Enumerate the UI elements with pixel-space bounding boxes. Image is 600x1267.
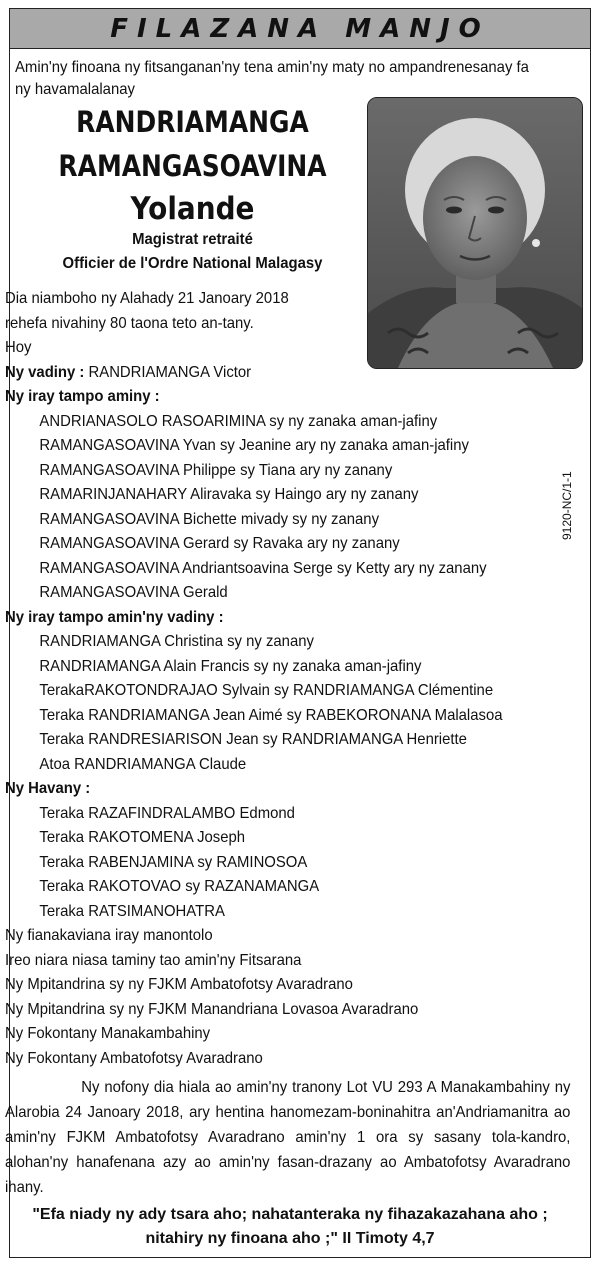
sibling-item: RAMANGASOAVINA Philippe sy Tiana ary ny zanany: [39, 461, 393, 479]
others-item: Ireo niara niasa taminy tao amin'ny Fitsarana: [5, 951, 302, 969]
notice-body: [5, 287, 575, 1071]
bible-quote-line2: nitahiry ny finoana aho ;" II Timoty 4,7: [145, 1230, 435, 1247]
notice-header: [10, 9, 590, 49]
sibling-item: RAMARINJANAHARY Aliravaka sy Haingo ary ny zanany: [39, 486, 419, 503]
relative-item: Teraka RAKOTOVAO sy RAZANAMANGA: [39, 878, 320, 895]
relative-item: Teraka RAKOTOMENA Joseph: [39, 829, 246, 846]
relative-item: Teraka RABENJAMINA sy RAMINOSOA: [39, 853, 308, 871]
deceased-name-line2: RAMANGASOAVINA: [58, 149, 327, 183]
spouse-line: [5, 361, 535, 386]
others-item: Ny Fokontany Ambatofotsy Avaradrano: [5, 1049, 263, 1067]
death-notice-line: rehefa nivahiny 80 taona teto an-tany.: [5, 314, 254, 332]
deceased-title-officier: Officier de l'Ordre National Malagasy: [62, 255, 323, 272]
deceased-first-name: Yolande: [130, 191, 255, 227]
notice-title: FILAZANA MANJO: [110, 13, 490, 44]
spouse-sibling-item: Teraka RANDRIAMANGA Jean Aimé sy RABEKORONANA Malalasoa: [39, 706, 503, 724]
spouse-sibling-item: Atoa RANDRIAMANGA Claude: [39, 755, 247, 773]
others-item: Ny Fokontany Manakambahiny: [5, 1025, 211, 1042]
spouse-sibling-item: RANDRIAMANGA Alain Francis sy ny zanaka aman-jafiny: [39, 657, 422, 675]
sibling-item: RAMANGASOAVINA Andriantsoavina Serge sy Ketty ary ny zanany: [39, 559, 487, 577]
funeral-details: Ny nofony dia hiala ao amin'ny tranony Lot VU 293 A Manakambahiny ny Alarobia 24 Janoary 2018, ary hentina hanomezam-boninahitra an'Andriamanitra ao amin'ny FJKM Ambatofotsy Avaradrano amin'ny 1 ora sy sasany tola-kandro, alohan'ny hanafenana azy ao amin'ny fasan-drazany ao Ambatofotsy Avaradrano ihany.: [5, 1079, 571, 1196]
sibling-item: RAMANGASOAVINA Gerald: [39, 584, 228, 601]
reference-code: 9120-NC/1-1: [560, 471, 574, 540]
relative-item: Teraka RATSIMANOHATRA: [39, 902, 225, 920]
bible-quote-line1: "Efa niady ny ady tsara aho; nahatanteraka ny fihazakazahana aho ;: [32, 1206, 548, 1223]
spouse-label: Ny vadiny :: [5, 363, 85, 381]
relatives-label: Ny Havany :: [5, 780, 91, 797]
sibling-item: RAMANGASOAVINA Bichette mivady sy ny zanany: [39, 510, 380, 528]
others-item: Ny Mpitandrina sy ny FJKM Manandriana Lovasoa Avaradrano: [5, 1000, 419, 1018]
spouse-sibling-item: TerakaRAKOTONDRAJAO Sylvain sy RANDRIAMANGA Clémentine: [39, 682, 494, 699]
death-notice-line: Dia niamboho ny Alahady 21 Janoary 2018: [5, 290, 289, 307]
spouse-sibling-item: RANDRIAMANGA Christina sy ny zanany: [39, 633, 314, 650]
intro-text: Amin'ny finoana ny fitsanganan'ny tena amin'ny maty no ampandrenesanay fa ny havamalalanay: [15, 59, 529, 98]
bible-quote: [5, 1203, 575, 1251]
others-item: Ny Mpitandrina sy ny FJKM Ambatofotsy Avaradrano: [5, 976, 353, 993]
others-item: Ny fianakaviana iray manontolo: [5, 927, 213, 944]
spouse-sibling-item: Teraka RANDRESIARISON Jean sy RANDRIAMANGA Henriette: [39, 731, 467, 748]
death-notice-line: Hoy: [5, 339, 32, 356]
deceased-title-magistrat: Magistrat retraité: [132, 231, 253, 248]
spouse-name: RANDRIAMANGA Victor: [84, 363, 252, 381]
spouse-siblings-label: Ny iray tampo amin'ny vadiny :: [5, 608, 224, 626]
sibling-item: RAMANGASOAVINA Yvan sy Jeanine ary ny zanaka aman-jafiny: [39, 437, 469, 454]
relative-item: Teraka RAZAFINDRALAMBO Edmond: [39, 804, 295, 822]
siblings-label: Ny iray tampo aminy :: [5, 388, 160, 405]
deceased-name-line1: RANDRIAMANGA: [76, 105, 309, 139]
sibling-item: ANDRIANASOLO RASOARIMINA sy ny zanaka aman-jafiny: [39, 412, 438, 430]
sibling-item: RAMANGASOAVINA Gerard sy Ravaka ary ny zanany: [39, 535, 400, 552]
